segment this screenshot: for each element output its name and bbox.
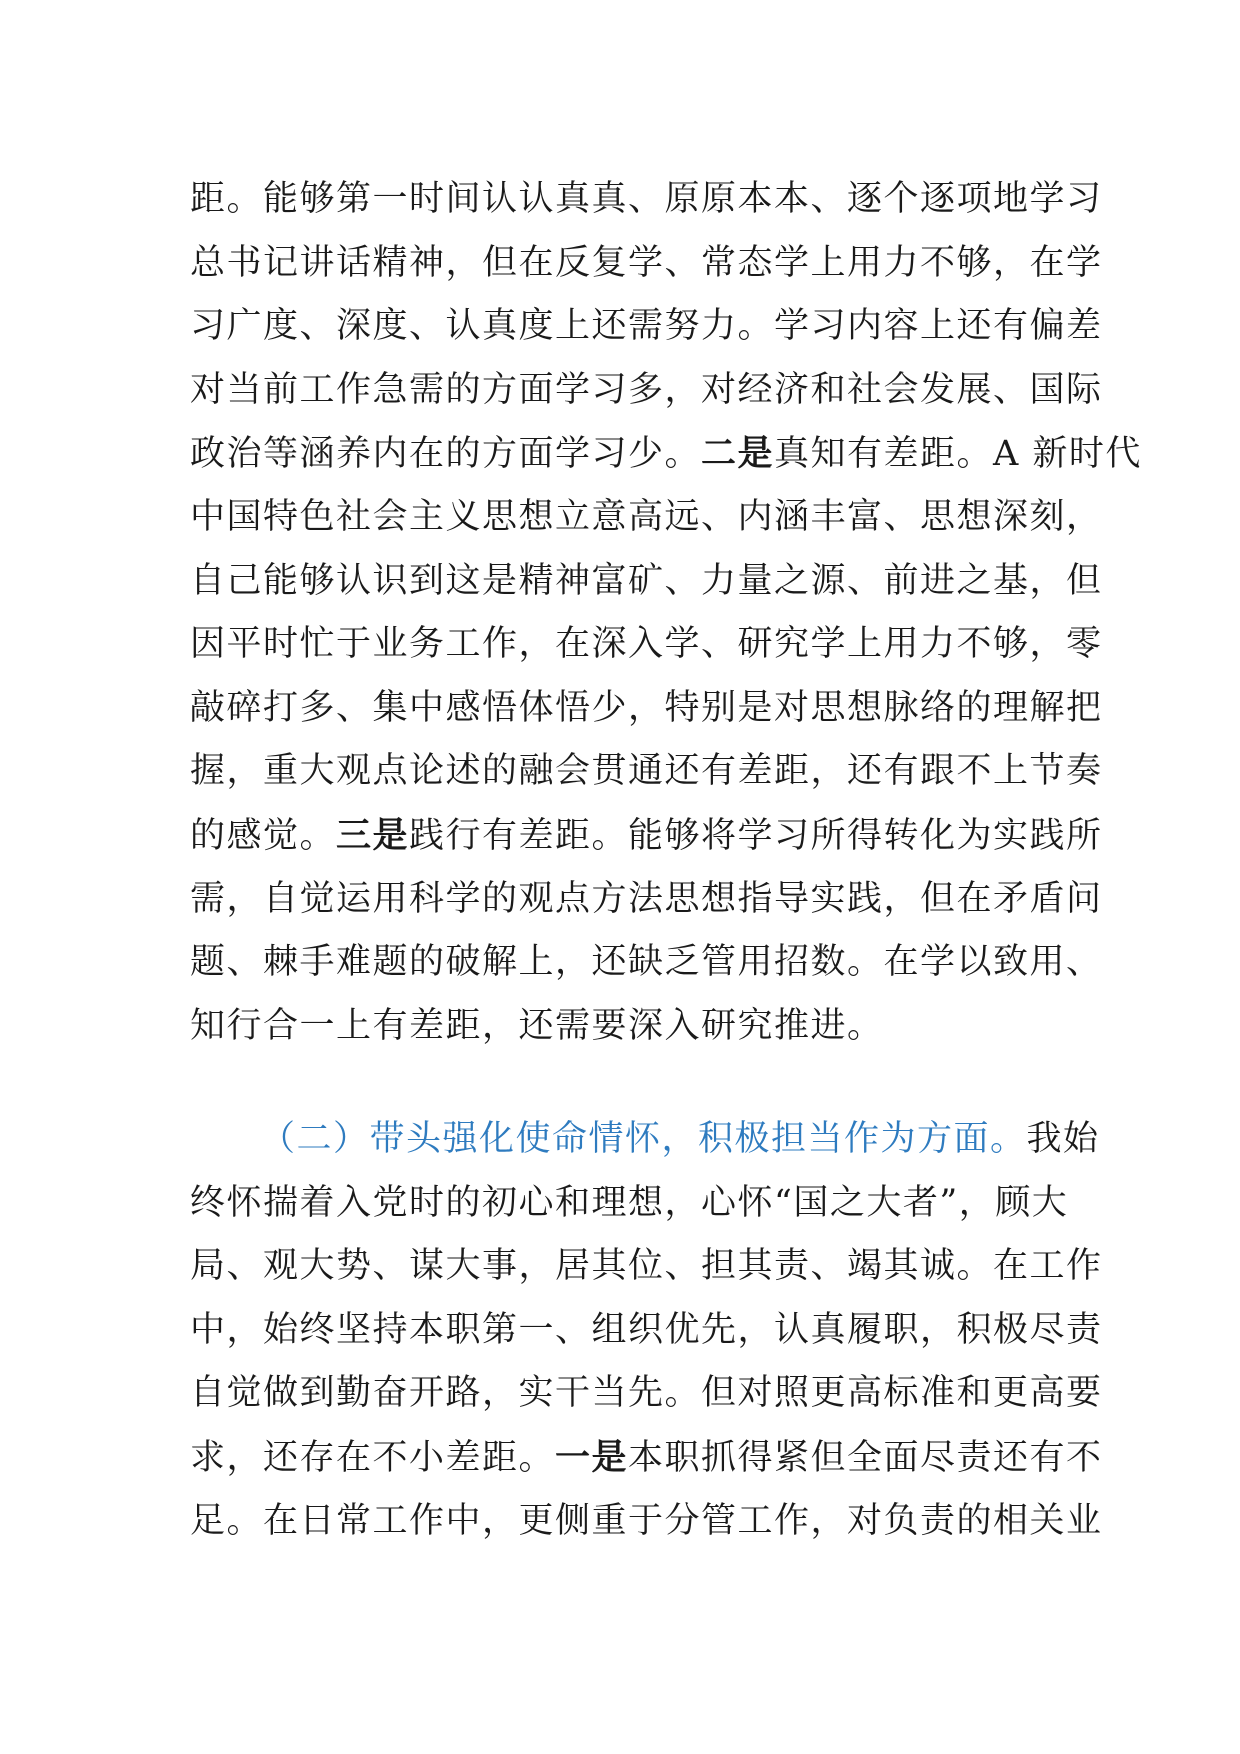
text-line: 需，自觉运用科学的观点方法思想指导实践，但在矛盾问 bbox=[190, 878, 1103, 919]
bold-keyword: 三是 bbox=[336, 814, 410, 856]
text-line: 题、棘手难题的破解上，还缺乏管用招数。在学以致用、 bbox=[190, 942, 1103, 983]
text-line: 敲碎打多、集中感悟体悟少，特别是对思想脉络的理解把 bbox=[190, 687, 1103, 728]
text-run: 政治等涵养内在的方面学习少。 bbox=[190, 434, 702, 475]
paragraph-mission-responsibility bbox=[190, 1108, 1103, 1553]
text-line bbox=[190, 804, 1103, 868]
text-line: 终怀揣着入党时的初心和理想，心怀“国之大者”，顾大 bbox=[190, 1182, 1069, 1223]
text-line: 总书记讲话精神，但在反复学、常态学上用力不够，在学 bbox=[190, 242, 1103, 283]
paragraph-learning-gaps bbox=[190, 168, 1142, 1058]
text-line: 足。在日常工作中，更侧重于分管工作，对负责的相关业 bbox=[190, 1500, 1103, 1541]
text-line: 握，重大观点论述的融会贯通还有差距，还有跟不上节奏 bbox=[190, 751, 1103, 792]
text-run: 的感觉。 bbox=[190, 815, 337, 856]
text-run: 真知有差距。A 新时代 bbox=[774, 434, 1142, 475]
text-line: 对当前工作急需的方面学习多，对经济和社会发展、国际 bbox=[190, 369, 1103, 410]
text-line: 局、观大势、谋大事，居其位、担其责、竭其诚。在工作 bbox=[190, 1246, 1103, 1287]
text-run: 求，还存在不小差距。 bbox=[190, 1437, 556, 1478]
text-line: 习广度、深度、认真度上还需努力。学习内容上还有偏差 bbox=[190, 306, 1103, 347]
text-line bbox=[190, 422, 1142, 486]
text-line: 自觉做到勤奋开路，实干当先。但对照更高标准和更高要 bbox=[190, 1373, 1103, 1414]
text-line: 中国特色社会主义思想立意高远、内涵丰富、思想深刻， bbox=[190, 496, 1103, 537]
text-run: 践行有差距。能够将学习所得转化为实践所 bbox=[409, 815, 1103, 856]
text-line: 中，始终坚持本职第一、组织优先，认真履职，积极尽责 bbox=[190, 1309, 1103, 1350]
section-heading: （二）带头强化使命情怀，积极担当作为方面。 bbox=[260, 1119, 1027, 1159]
text-line: 因平时忙于业务工作，在深入学、研究学上用力不够，零 bbox=[190, 624, 1103, 665]
text-line: 自己能够认识到这是精神富矿、力量之源、前进之基，但 bbox=[190, 560, 1103, 601]
bold-keyword: 二是 bbox=[701, 433, 775, 475]
text-run: 本职抓得紧但全面尽责还有不 bbox=[628, 1437, 1103, 1478]
text-run: 我始 bbox=[1026, 1119, 1100, 1159]
text-line bbox=[190, 1426, 1103, 1490]
text-line bbox=[190, 1108, 1100, 1172]
bold-keyword: 一是 bbox=[555, 1436, 629, 1478]
text-line: 距。能够第一时间认认真真、原原本本、逐个逐项地学习 bbox=[190, 179, 1103, 219]
text-line: 知行合一上有差距，还需要深入研究推进。 bbox=[190, 1005, 884, 1046]
